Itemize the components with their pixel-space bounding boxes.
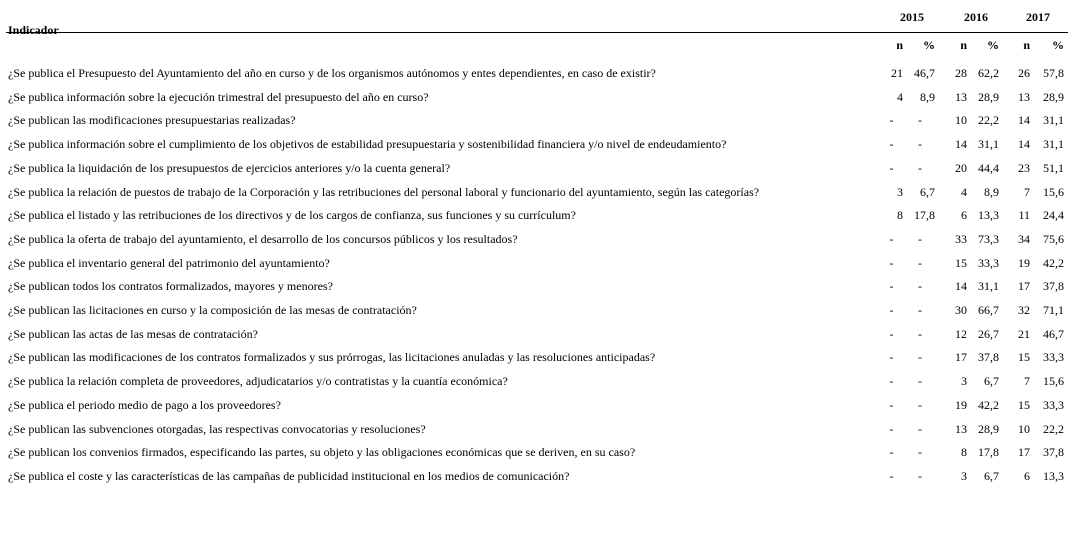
cell-pct-2017: 46,7: [1043, 327, 1064, 341]
indicator-label: ¿Se publican las licitaciones en curso y la composición de las mesas de contratación?: [8, 303, 417, 317]
cell-n-2016: 30: [955, 303, 967, 317]
cell-pct-2016: 62,2: [978, 66, 999, 80]
cell-n-2017: 17: [1018, 445, 1030, 459]
cell-pct-2015: -: [918, 398, 922, 412]
cell-n-2015: -: [889, 422, 894, 436]
table-row: [0, 232, 1072, 254]
cell-n-2017: 34: [1018, 232, 1030, 246]
cell-n-2017: 15: [1018, 398, 1030, 412]
cell-pct-2017: 33,3: [1043, 398, 1064, 412]
cell-pct-2017: 15,6: [1043, 374, 1064, 388]
cell-n-2017: 13: [1018, 90, 1030, 104]
cell-n-2015: 4: [897, 90, 903, 104]
cell-pct-2015: -: [918, 422, 922, 436]
cell-pct-2015: -: [918, 303, 922, 317]
cell-n-2015: -: [889, 398, 894, 412]
cell-pct-2015: -: [918, 161, 922, 175]
table-row: [0, 137, 1072, 159]
cell-n-2017: 21: [1018, 327, 1030, 341]
indicator-label: ¿Se publican las modificaciones de los contratos formalizados y sus prórrogas, las licitaciones anuladas y las resoluciones anticipadas?: [8, 350, 656, 364]
indicator-label: ¿Se publica la oferta de trabajo del ayuntamiento, el desarrollo de los concursos públicos y los resultados?: [8, 232, 518, 246]
cell-n-2016: 3: [961, 469, 967, 483]
indicator-label: ¿Se publica la relación de puestos de trabajo de la Corporación y las retribuciones del personal laboral y funcionario del ayuntamiento, según las categorías?: [8, 185, 760, 199]
cell-pct-2017: 57,8: [1043, 66, 1064, 80]
table-row: [0, 398, 1072, 420]
cell-pct-2016: 31,1: [978, 137, 999, 151]
cell-n-2017: 32: [1018, 303, 1030, 317]
cell-n-2015: -: [889, 161, 894, 175]
cell-pct-2015: -: [918, 445, 922, 459]
cell-pct-2016: 6,7: [984, 469, 999, 483]
indicator-label: ¿Se publica el coste y las características de las campañas de publicidad institucional en los medios de comunicación?: [8, 469, 570, 483]
cell-pct-2015: -: [918, 137, 922, 151]
cell-n-2017: 11: [1018, 208, 1030, 222]
cell-pct-2016: 73,3: [978, 232, 999, 246]
cell-n-2015: 8: [897, 208, 903, 222]
table-row: [0, 113, 1072, 135]
cell-pct-2017: 13,3: [1043, 469, 1064, 483]
cell-pct-2016: 6,7: [984, 374, 999, 388]
cell-pct-2016: 28,9: [978, 422, 999, 436]
cell-n-2016: 20: [955, 161, 967, 175]
cell-pct-2015: -: [918, 232, 922, 246]
indicator-label: ¿Se publica la liquidación de los presupuestos de ejercicios anteriores y/o la cuenta general?: [8, 161, 451, 175]
subheader-n-2015: n: [896, 38, 903, 52]
cell-n-2016: 14: [955, 279, 967, 293]
subheader-pct-2016: %: [987, 38, 999, 52]
table-row: [0, 303, 1072, 325]
table-row: [0, 350, 1072, 372]
cell-n-2017: 7: [1024, 374, 1030, 388]
table-row: [0, 469, 1072, 491]
table-row: [0, 256, 1072, 278]
cell-pct-2016: 44,4: [978, 161, 999, 175]
cell-pct-2015: -: [918, 327, 922, 341]
indicator-label: ¿Se publica el inventario general del patrimonio del ayuntamiento?: [8, 256, 330, 270]
indicator-label: ¿Se publica el Presupuesto del Ayuntamiento del año en curso y de los organismos autónomos y entes dependientes, en caso de existir?: [8, 66, 656, 80]
cell-pct-2017: 24,4: [1043, 208, 1064, 222]
cell-pct-2015: -: [918, 469, 922, 483]
cell-pct-2017: 28,9: [1043, 90, 1064, 104]
cell-pct-2017: 71,1: [1043, 303, 1064, 317]
cell-n-2015: -: [889, 279, 894, 293]
cell-n-2017: 7: [1024, 185, 1030, 199]
cell-n-2017: 6: [1024, 469, 1030, 483]
cell-pct-2015: -: [918, 113, 922, 127]
table-row: [0, 161, 1072, 183]
cell-n-2017: 17: [1018, 279, 1030, 293]
indicator-label: ¿Se publica información sobre la ejecución trimestral del presupuesto del año en curso?: [8, 90, 429, 104]
cell-pct-2015: 46,7: [914, 66, 935, 80]
cell-n-2016: 33: [955, 232, 967, 246]
cell-pct-2016: 17,8: [978, 445, 999, 459]
cell-pct-2017: 51,1: [1043, 161, 1064, 175]
cell-n-2017: 26: [1018, 66, 1030, 80]
table-row: [0, 445, 1072, 467]
table-row: [0, 66, 1072, 88]
cell-pct-2016: 33,3: [978, 256, 999, 270]
indicator-label: ¿Se publican los convenios firmados, especificando las partes, su objeto y las obligaciones económicas que se deriven, en su caso?: [8, 445, 636, 459]
cell-n-2015: -: [889, 350, 894, 364]
cell-n-2016: 17: [955, 350, 967, 364]
cell-pct-2016: 42,2: [978, 398, 999, 412]
cell-n-2016: 19: [955, 398, 967, 412]
cell-n-2015: -: [889, 113, 894, 127]
cell-n-2017: 10: [1018, 422, 1030, 436]
cell-pct-2015: -: [918, 279, 922, 293]
indicator-label: ¿Se publica información sobre el cumplimiento de los objetivos de estabilidad presupuestaria y sostenibilidad financiera y/o nivel de endeudamiento?: [8, 137, 727, 151]
cell-n-2016: 10: [955, 113, 967, 127]
table-row: [0, 374, 1072, 396]
cell-n-2016: 13: [955, 422, 967, 436]
table-row: [0, 185, 1072, 207]
cell-n-2015: -: [889, 137, 894, 151]
cell-n-2016: 14: [955, 137, 967, 151]
year-header-2016: 2016: [964, 10, 988, 24]
cell-n-2017: 23: [1018, 161, 1030, 175]
year-header-2017: 2017: [1026, 10, 1050, 24]
indicator-label: ¿Se publica el listado y las retribuciones de los directivos y de los cargos de confianza, sus funciones y su currículum?: [8, 208, 576, 222]
cell-n-2015: -: [889, 303, 894, 317]
cell-pct-2017: 37,8: [1043, 279, 1064, 293]
cell-n-2016: 15: [955, 256, 967, 270]
cell-pct-2017: 33,3: [1043, 350, 1064, 364]
cell-pct-2015: -: [918, 256, 922, 270]
indicator-label: ¿Se publican las subvenciones otorgadas, las respectivas convocatorias y resoluciones?: [8, 422, 426, 436]
cell-n-2016: 12: [955, 327, 967, 341]
cell-n-2016: 4: [961, 185, 967, 199]
cell-pct-2016: 66,7: [978, 303, 999, 317]
cell-n-2017: 14: [1018, 113, 1030, 127]
header-rule: [6, 32, 1068, 33]
cell-pct-2017: 15,6: [1043, 185, 1064, 199]
cell-n-2015: -: [889, 445, 894, 459]
cell-n-2015: -: [889, 327, 894, 341]
cell-n-2017: 14: [1018, 137, 1030, 151]
cell-pct-2017: 22,2: [1043, 422, 1064, 436]
cell-pct-2017: 31,1: [1043, 137, 1064, 151]
cell-n-2016: 3: [961, 374, 967, 388]
cell-pct-2015: -: [918, 374, 922, 388]
cell-pct-2016: 37,8: [978, 350, 999, 364]
indicator-label: ¿Se publica el periodo medio de pago a los proveedores?: [8, 398, 281, 412]
cell-pct-2017: 42,2: [1043, 256, 1064, 270]
table-row: [0, 422, 1072, 444]
subheader-n-2017: n: [1023, 38, 1030, 52]
cell-pct-2015: 6,7: [920, 185, 935, 199]
subheader-n-2016: n: [960, 38, 967, 52]
cell-n-2015: -: [889, 469, 894, 483]
cell-pct-2015: 17,8: [914, 208, 935, 222]
cell-pct-2017: 31,1: [1043, 113, 1064, 127]
subheader-pct-2015: %: [923, 38, 935, 52]
indicator-column-header: Indicador: [8, 23, 59, 37]
indicator-label: ¿Se publican todos los contratos formalizados, mayores y menores?: [8, 279, 333, 293]
cell-n-2016: 6: [961, 208, 967, 222]
table-row: [0, 208, 1072, 230]
cell-n-2015: -: [889, 256, 894, 270]
table-row: [0, 279, 1072, 301]
cell-pct-2016: 22,2: [978, 113, 999, 127]
cell-pct-2015: -: [918, 350, 922, 364]
cell-n-2016: 28: [955, 66, 967, 80]
cell-n-2015: -: [889, 374, 894, 388]
year-header-2015: 2015: [900, 10, 924, 24]
subheader-pct-2017: %: [1052, 38, 1064, 52]
cell-pct-2016: 28,9: [978, 90, 999, 104]
cell-n-2015: 3: [897, 185, 903, 199]
indicator-label: ¿Se publica la relación completa de proveedores, adjudicatarios y/o contratistas y la cuantía económica?: [8, 374, 508, 388]
cell-n-2016: 8: [961, 445, 967, 459]
cell-pct-2016: 31,1: [978, 279, 999, 293]
indicator-label: ¿Se publican las actas de las mesas de contratación?: [8, 327, 258, 341]
cell-pct-2016: 13,3: [978, 208, 999, 222]
cell-n-2016: 13: [955, 90, 967, 104]
table-row: [0, 90, 1072, 112]
cell-pct-2015: 8,9: [920, 90, 935, 104]
cell-pct-2016: 8,9: [984, 185, 999, 199]
cell-pct-2016: 26,7: [978, 327, 999, 341]
cell-n-2015: 21: [891, 66, 903, 80]
cell-n-2017: 15: [1018, 350, 1030, 364]
cell-n-2015: -: [889, 232, 894, 246]
table-row: [0, 327, 1072, 349]
cell-pct-2017: 75,6: [1043, 232, 1064, 246]
indicator-label: ¿Se publican las modificaciones presupuestarias realizadas?: [8, 113, 296, 127]
cell-n-2017: 19: [1018, 256, 1030, 270]
cell-pct-2017: 37,8: [1043, 445, 1064, 459]
